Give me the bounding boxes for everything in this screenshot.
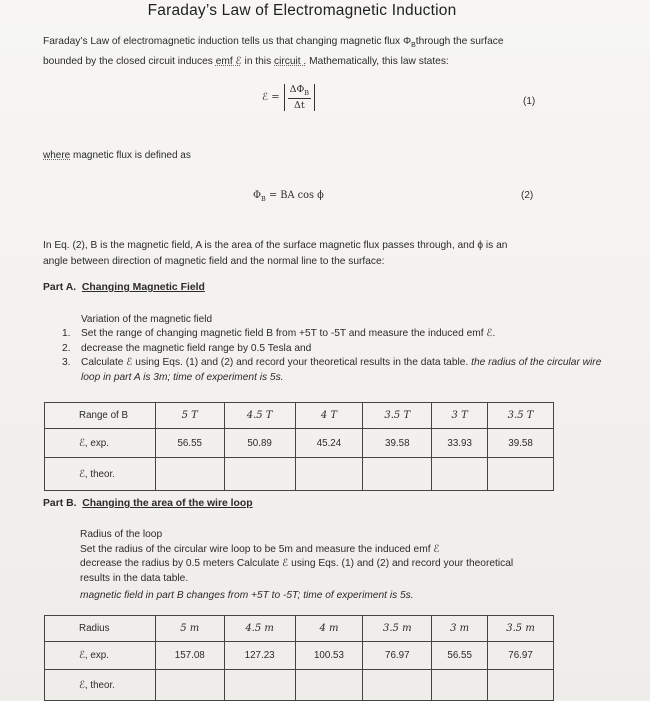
table-cell[interactable] — [488, 670, 554, 701]
part-b-instructions — [80, 528, 600, 604]
intro-phi-subscript: B — [411, 42, 416, 50]
table-cell: 45.24 — [295, 429, 363, 458]
table-cell[interactable] — [155, 458, 224, 491]
where-rest: magnetic flux is defined as — [70, 150, 191, 161]
table-header-cell: 3 m — [432, 616, 488, 642]
table-header-cell: 3 T — [432, 403, 488, 429]
intro-circuit: circuit . — [274, 55, 307, 67]
eq1-numerator: $\Delta\Phi_B$ — [289, 84, 310, 97]
eq1-fraction — [284, 84, 315, 111]
intro-line1: Faraday’s Law of electromagnetic induction tells us that changing magnetic flux Φ — [43, 36, 412, 47]
part-a-steps — [62, 327, 602, 385]
table-cell[interactable] — [363, 458, 432, 491]
page-title: Faraday’s Law of Electromagnetic Induction — [147, 2, 457, 19]
table-cell[interactable] — [224, 458, 295, 491]
table-header-cell: 3.5 m — [488, 616, 554, 642]
where-line — [43, 150, 191, 161]
intro-line2a: bounded by the closed circuit induces — [43, 55, 216, 67]
table-row-label: ℰ, exp. — [45, 642, 156, 670]
intro-line2c: Mathematically, this law states: — [306, 55, 449, 67]
part-a-subtitle: Variation of the magnetic field — [81, 314, 213, 325]
part-a-table — [44, 402, 554, 491]
table-cell: 39.58 — [488, 429, 554, 458]
table-row-label: ℰ, theor. — [45, 458, 156, 491]
eq2-number: (2) — [521, 190, 534, 201]
table-cell: 127.23 — [224, 642, 295, 670]
table-cell[interactable] — [295, 458, 363, 491]
part-b-title: Part B. Changing the area of the wire loop — [43, 498, 253, 509]
table-row — [45, 670, 554, 701]
table-cell: 56.55 — [155, 429, 224, 458]
equation-1 — [262, 84, 315, 111]
table-header-cell: 4.5 m — [224, 616, 295, 642]
table-cell[interactable] — [155, 670, 224, 701]
table-row — [45, 429, 554, 458]
eq1-number: (1) — [523, 96, 536, 107]
eq1-denominator: Δt — [294, 99, 305, 111]
part-b-line: decrease the radius by 0.5 meters Calculate ℰ using Eqs. (1) and (2) and record your theoretical — [80, 558, 514, 570]
definition-paragraph — [43, 238, 603, 270]
table-cell: 76.97 — [488, 642, 554, 670]
table-header-cell: 5 m — [155, 616, 224, 642]
table-cell: 56.55 — [432, 642, 488, 670]
table-header-cell: 4 T — [295, 403, 363, 429]
table-header-cell: 5 T — [155, 403, 224, 429]
table-row-label: ℰ, exp. — [45, 429, 156, 458]
step-1: 1. Set the range of changing magnetic field B from +5T to -5T and measure the induced emf ℰ. — [62, 328, 496, 339]
equation-2: $\Phi_B$ = BA cos ϕ — [253, 190, 324, 203]
table-cell[interactable] — [432, 670, 488, 701]
table-cell: 33.93 — [432, 429, 488, 458]
step-3: 3. Calculate ℰ using Eqs. (1) and (2) and record your theoretical results in the data table. the radius of the circular wire loop in part A is 3m; time of experiment is 5s. — [62, 357, 602, 383]
table-row — [45, 642, 554, 670]
table-header-cell: 3.5 m — [363, 616, 432, 642]
intro-line2b: in this — [241, 55, 274, 67]
table-header-label: Range of B — [45, 403, 156, 429]
intro-line1b: through the surface — [415, 36, 504, 47]
table-row — [45, 616, 554, 642]
table-cell[interactable] — [224, 670, 295, 701]
table-cell[interactable] — [295, 670, 363, 701]
table-row-label: ℰ, theor. — [45, 670, 156, 701]
table-cell[interactable] — [363, 670, 432, 701]
eq1-lhs: ℰ = — [262, 91, 280, 103]
intro-paragraph — [43, 34, 603, 69]
part-b-line: results in the data table. — [80, 572, 189, 584]
table-header-cell: 3.5 T — [488, 403, 554, 429]
part-b-line: Radius of the loop — [80, 529, 163, 540]
table-header-cell: 4.5 T — [224, 403, 295, 429]
where-word: where — [43, 150, 71, 161]
table-row — [45, 458, 554, 491]
table-cell: 157.08 — [155, 642, 224, 670]
part-b-table — [44, 615, 554, 701]
part-a-title: Part A. Changing Magnetic Field — [43, 282, 205, 293]
para2-line2: angle between direction of magnetic field and the normal line to the surface: — [43, 256, 385, 267]
table-header-cell: 4 m — [295, 616, 363, 642]
step-2: 2. decrease the magnetic field range by 0.5 Tesla and — [62, 342, 312, 354]
table-cell: 39.58 — [363, 429, 432, 458]
table-cell[interactable] — [432, 458, 488, 491]
part-b-italic-note: magnetic field in part B changes from +5T to -5T; time of experiment is 5s. — [80, 590, 414, 602]
table-cell[interactable] — [488, 458, 554, 491]
part-b-line: Set the radius of the circular wire loop to be 5m and measure the induced emf ℰ — [80, 543, 440, 555]
table-cell: 50.89 — [224, 429, 295, 458]
table-row — [45, 403, 554, 429]
table-header-cell: 3.5 T — [363, 403, 432, 429]
intro-emf: emf ℰ — [215, 55, 242, 67]
table-cell: 76.97 — [363, 642, 432, 670]
table-cell: 100.53 — [295, 642, 363, 670]
table-header-label: Radius — [45, 616, 156, 642]
para2-line1: In Eq. (2), B is the magnetic field, A is the area of the surface magnetic flux passes through, and ϕ is an — [43, 240, 508, 251]
